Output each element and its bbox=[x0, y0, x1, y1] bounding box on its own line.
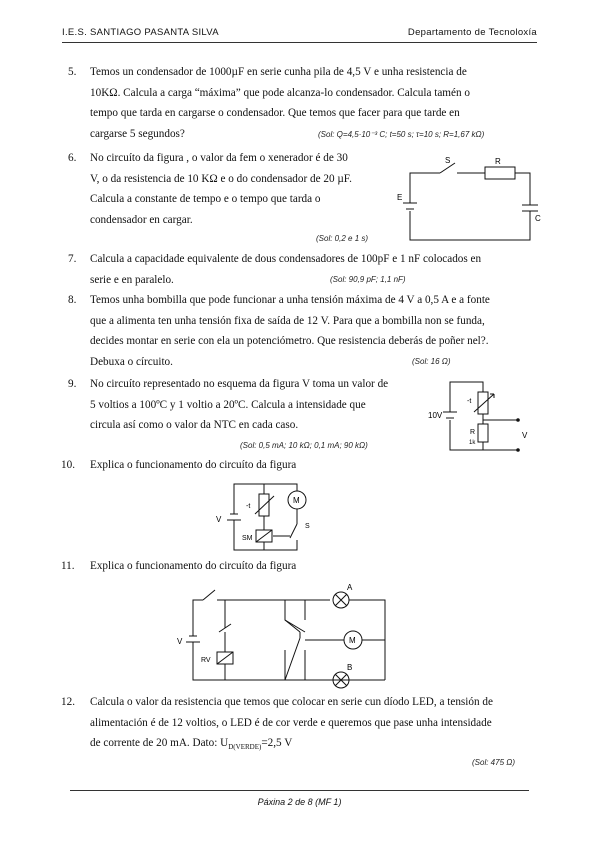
source-label: V bbox=[177, 637, 183, 646]
question-11 bbox=[61, 556, 528, 577]
lamp-a-label: A bbox=[347, 583, 353, 592]
source-label: E bbox=[397, 193, 403, 202]
department-name: Departamento de Tecnoloxía bbox=[407, 27, 537, 38]
question-text: No circuíto representado no esquema da figura V toma un valor de 5 voltios a 100ºC y 1 voltio a 20ºC. Calcula a intensidade que circula así como o valor da NTC en cada caso. bbox=[90, 378, 389, 431]
question-number: 8. bbox=[68, 294, 77, 306]
page-header bbox=[62, 27, 537, 41]
question-text: Temos unha bombilla que pode funcionar a unha tensión máxima de 4 V a 0,5 A e a fonte que a alimenta ten unha tensión fixa de saída de 12 V. Para que a bombilla non se funda, decides montar en serie con ela un potenciómetro. Que resistencia deberás de poñer nel?. Debuxa o círcuito. bbox=[90, 294, 490, 368]
ntc-label: -t bbox=[246, 503, 251, 510]
resistor-label: R bbox=[470, 429, 476, 436]
question-number: 7. bbox=[68, 253, 77, 265]
header-rule bbox=[62, 42, 537, 43]
question-text: Explica o funcionamento do circuíto da figura bbox=[90, 560, 297, 572]
relay-label: SM bbox=[242, 535, 253, 542]
question-text: Explica o funcionamento do circuíto da figura bbox=[90, 459, 297, 471]
motor-label: M bbox=[349, 636, 356, 645]
resistor-label: R bbox=[495, 157, 501, 166]
motor-label: M bbox=[293, 496, 300, 505]
voltage-label: V bbox=[522, 431, 528, 440]
question-number: 5. bbox=[68, 66, 77, 78]
school-name: I.E.S. SANTIAGO PASANTA SILVA bbox=[62, 27, 219, 38]
subscript: D(VERDE) bbox=[228, 743, 262, 752]
capacitor-label: C bbox=[535, 214, 541, 223]
question-text: Calcula o valor da resistencia que temos que colocar en serie cun díodo LED, a tensión de alimentación é de 12 voltios, o LED é de cor verde e queremos que pase unha intensidade de corrente de 20 mA. Dato: $U_{D(VERDE)}=2,5$ V bbox=[90, 696, 493, 752]
switch-label: S bbox=[445, 156, 451, 165]
answer: (Sol: 475 Ω) bbox=[472, 758, 515, 767]
rc-circuit-figure bbox=[395, 155, 545, 250]
question-text: Calcula a capacidade equivalente de dous condensadores de 100pF e 1 nF colocados en serie e en paralelo. bbox=[90, 253, 482, 286]
question-text: Temos un condensador de 1000µF en serie cunha pila de 4,5 V e unha resistencia de 10KΩ. Calcula a carga “máxima” que pode alcanza-lo condensador. Calcula tamén o tempo que tarda en cargarse o condensador. Que temos que facer para que tarde en cargarse 5 segundos? bbox=[90, 66, 470, 140]
question-7 bbox=[68, 249, 528, 291]
question-number: 12. bbox=[61, 696, 75, 708]
lamp-b-label: B bbox=[347, 663, 353, 672]
source-label: V bbox=[216, 515, 222, 524]
question-8 bbox=[68, 290, 528, 374]
resistor-value: 1k bbox=[469, 440, 476, 446]
answer: (Sol: 16 Ω) bbox=[412, 357, 451, 366]
question-6 bbox=[68, 148, 378, 232]
answer: (Sol: 0,2 e 1 s) bbox=[316, 234, 369, 243]
page-footer: Páxina 2 de 8 (MF 1) bbox=[257, 797, 342, 807]
question-text: No circuíto da figura , o valor da fem o xenerador é de 30 V, o da resistencia de 10 KΩ e o do condensador de 20 µF. Calcula a constante de tempo e o tempo que tarda o condensador en cargar. bbox=[90, 152, 352, 226]
ntc-motor-circuit-figure bbox=[212, 478, 322, 554]
question-number: 10. bbox=[61, 459, 75, 471]
footer-rule bbox=[70, 790, 529, 791]
question-9 bbox=[68, 374, 420, 436]
answer: (Sol: 90,9 pF; 1,1 nF) bbox=[330, 275, 406, 284]
answer: (Sol: 0,5 mA; 10 kΩ; 0,1 mA; 90 kΩ) bbox=[240, 441, 368, 450]
question-number: 6. bbox=[68, 152, 77, 164]
question-number: 11. bbox=[61, 560, 75, 572]
ntc-circuit-figure bbox=[428, 372, 538, 454]
relay-lamp-motor-circuit-figure bbox=[175, 580, 395, 690]
answer: (Sol: Q=4,5·10⁻³ C; t=50 s; τ=10 s; R=1,67 kΩ) bbox=[318, 130, 485, 139]
question-12 bbox=[61, 692, 528, 754]
switch-label: S bbox=[305, 523, 310, 530]
ntc-label: -t bbox=[467, 398, 472, 405]
question-number: 9. bbox=[68, 378, 77, 390]
relay-label: RV bbox=[201, 657, 211, 664]
source-label: 10V bbox=[428, 411, 443, 420]
question-10 bbox=[61, 455, 528, 476]
